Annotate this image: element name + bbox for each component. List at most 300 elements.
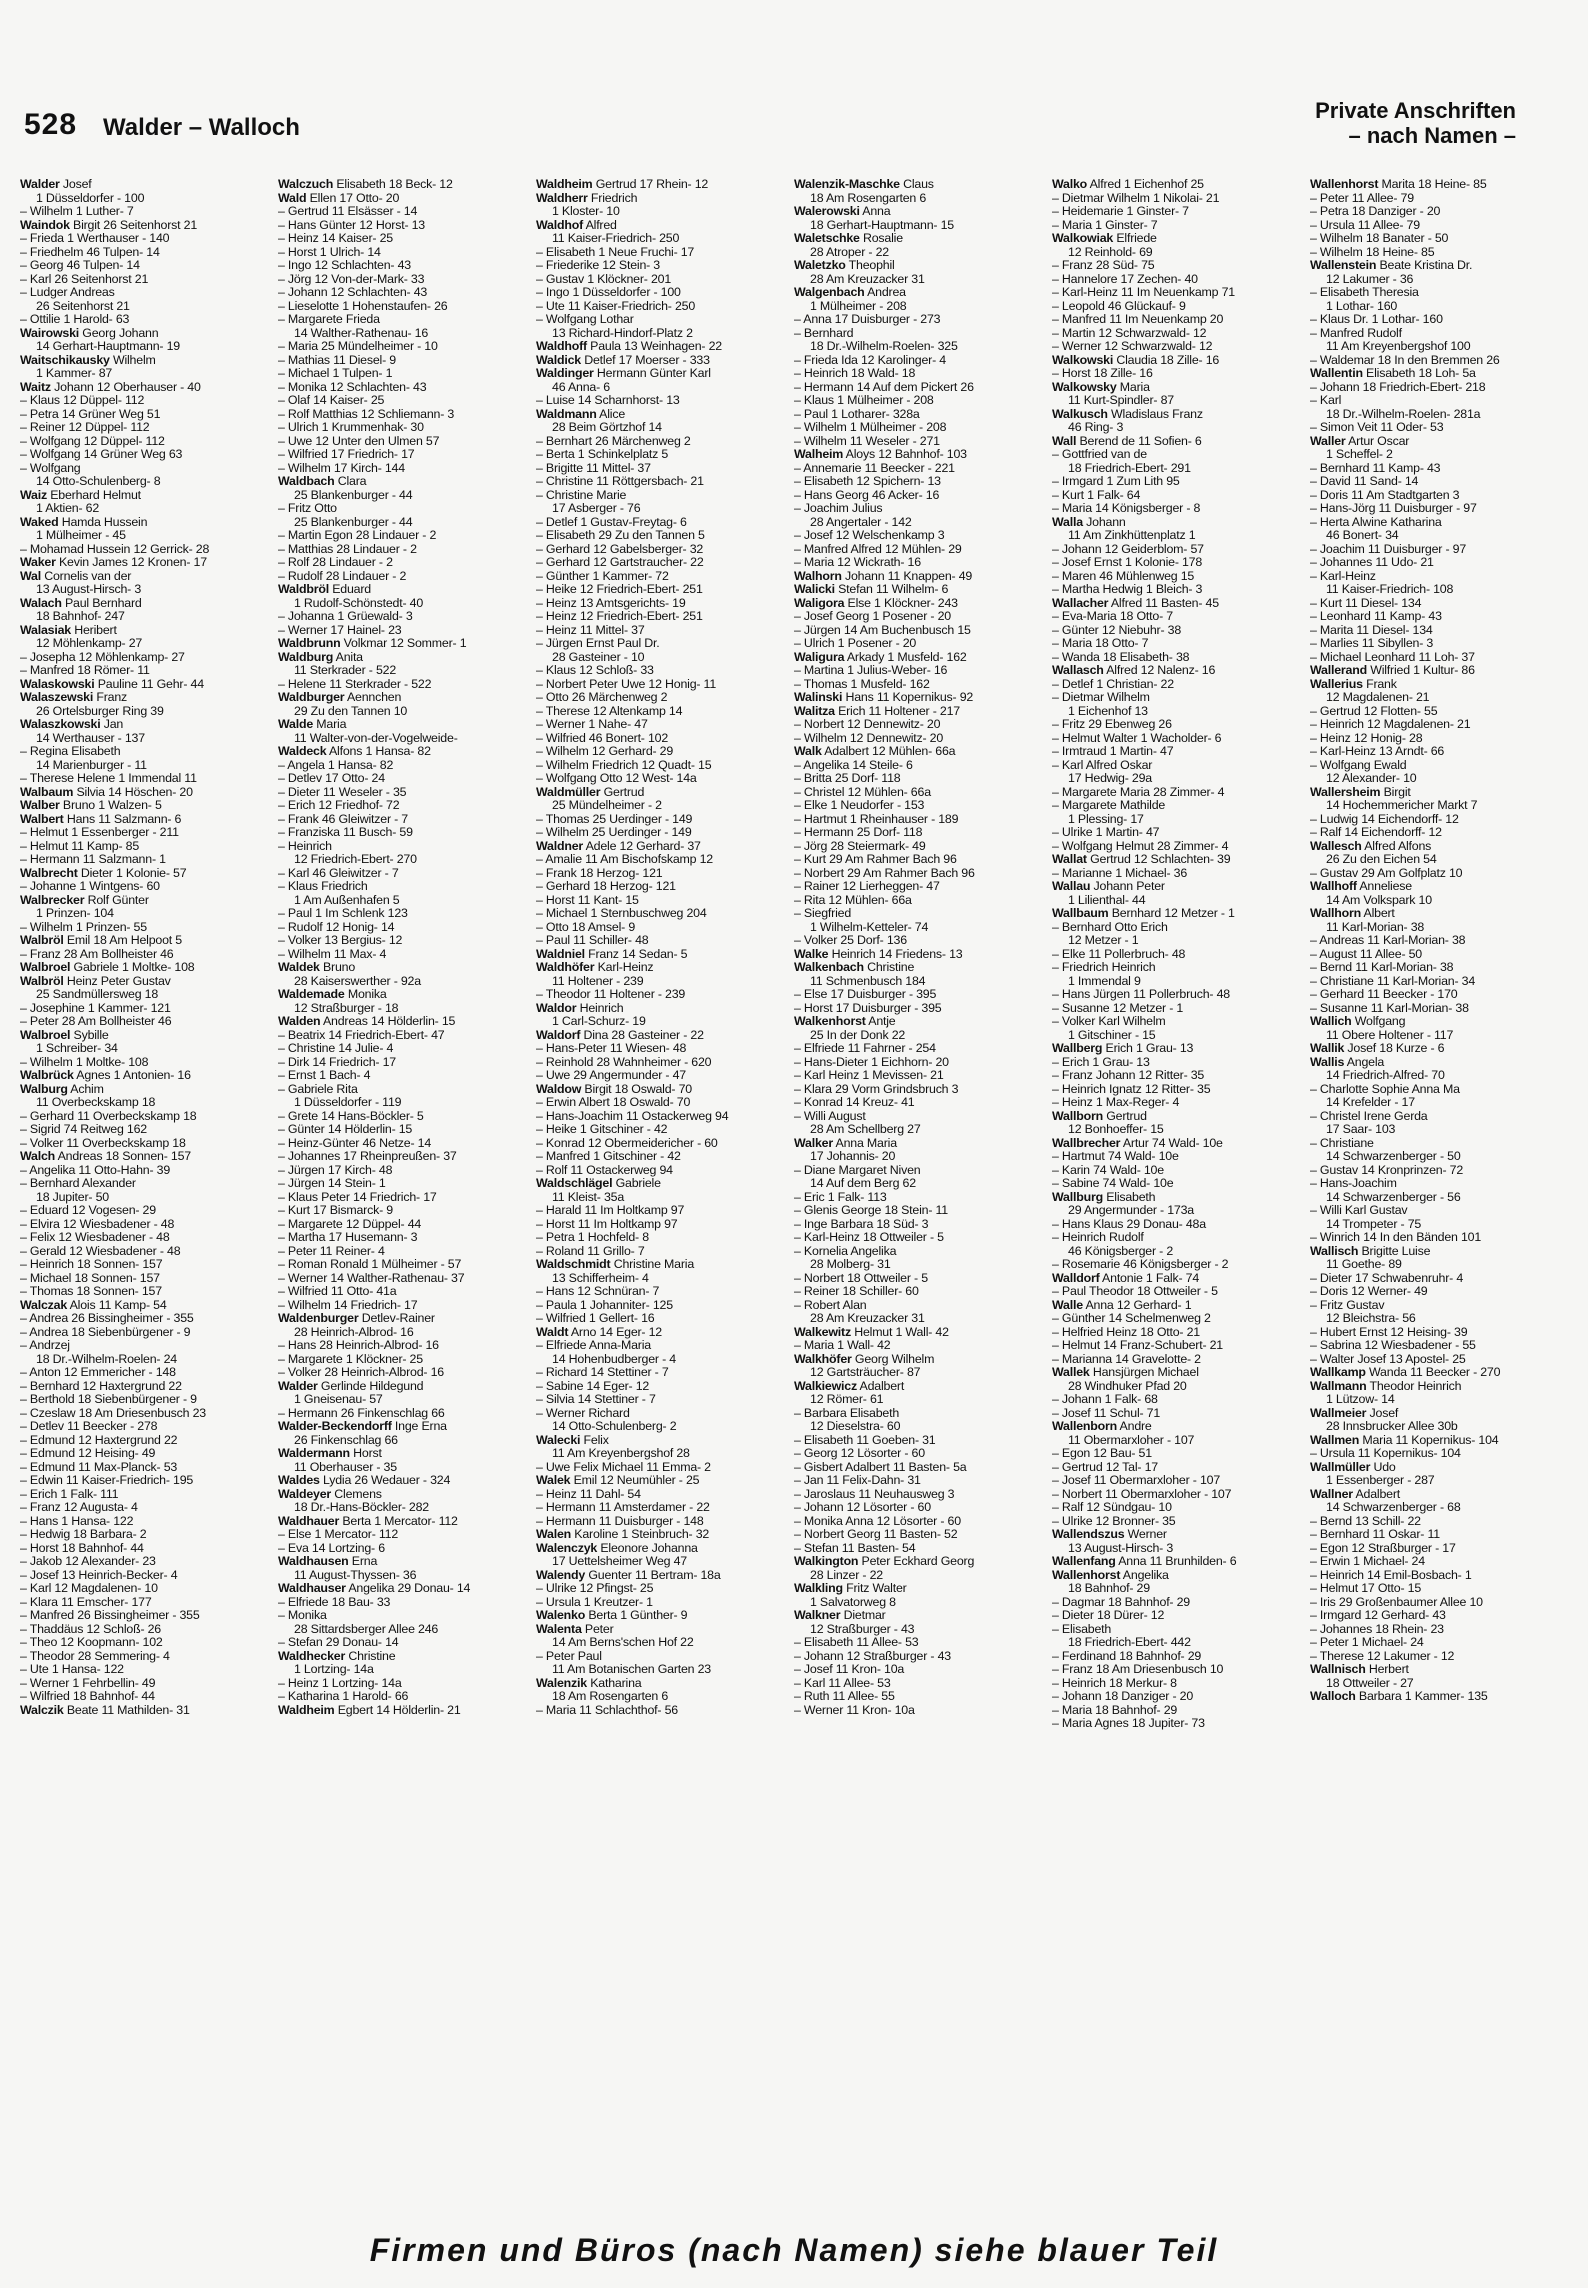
entry-surname: Walgenbach bbox=[794, 286, 865, 299]
directory-entry bbox=[278, 1137, 528, 1151]
entry-details: – Manfred 18 Römer- 11 bbox=[20, 664, 150, 677]
entry-details: – Uwe Felix Michael 11 Emma- 2 bbox=[536, 1460, 711, 1474]
entry-details: – Jürgen 14 Am Buchenbusch 15 bbox=[794, 623, 971, 637]
directory-entry bbox=[794, 1218, 1044, 1232]
directory-entry bbox=[1310, 1258, 1560, 1272]
directory-entry bbox=[20, 597, 270, 611]
directory-entry bbox=[20, 772, 270, 786]
entry-details: – Josef 12 Welschenkamp 3 bbox=[794, 529, 945, 542]
entry-details: – Johanne 1 Wintgens- 60 bbox=[20, 880, 160, 893]
directory-entry bbox=[1052, 583, 1302, 597]
entry-details: 28 Kaiserswerther - 92a bbox=[294, 974, 421, 988]
directory-entry bbox=[536, 259, 786, 273]
directory-entry bbox=[536, 1663, 786, 1677]
entry-details: – Norbert Georg 11 Basten- 52 bbox=[794, 1528, 958, 1541]
entry-details: Johann 11 Knappen- 49 bbox=[841, 569, 973, 583]
entry-surname: Waldeck bbox=[278, 745, 327, 758]
entry-details: 14 Gerhart-Hauptmann- 19 bbox=[36, 340, 180, 353]
entry-details: – Brigitte 11 Mittel- 37 bbox=[536, 461, 651, 475]
directory-entry bbox=[794, 637, 1044, 651]
entry-details: – Wolfgang Ewald bbox=[1310, 758, 1407, 772]
directory-entry bbox=[20, 1042, 270, 1056]
entry-details: – Paul Theodor 18 Ottweiler - 5 bbox=[1052, 1285, 1218, 1298]
entry-details: – Peter Paul bbox=[536, 1649, 602, 1663]
directory-entry bbox=[20, 394, 270, 408]
directory-entry bbox=[278, 786, 528, 800]
entry-details: – Charlotte Sophie Anna Ma bbox=[1310, 1082, 1460, 1096]
entry-surname: Wallbaum bbox=[1052, 907, 1109, 920]
entry-details: Karl-Heinz bbox=[594, 961, 654, 974]
directory-entry bbox=[20, 1690, 270, 1704]
entry-details: – Therese Helene 1 Immendal 11 bbox=[20, 772, 197, 785]
directory-entry bbox=[1052, 1677, 1302, 1691]
directory-entry bbox=[794, 313, 1044, 327]
page-header bbox=[0, 0, 1588, 170]
entry-details: 14 Otto-Schulenberg- 8 bbox=[36, 475, 161, 488]
directory-entry bbox=[1052, 705, 1302, 719]
entry-details: – Margarete Maria 28 Zimmer- 4 bbox=[1052, 785, 1225, 799]
entry-details: – Heinz 1 Max-Reger- 4 bbox=[1052, 1096, 1180, 1109]
entry-details: – Doris 12 Werner- 49 bbox=[1310, 1285, 1428, 1298]
directory-entry bbox=[278, 1029, 528, 1043]
directory-entry bbox=[20, 1407, 270, 1421]
directory-entry bbox=[794, 732, 1044, 746]
entry-surname: Wallesch bbox=[1310, 839, 1362, 853]
entry-surname: Wallmen bbox=[1310, 1433, 1360, 1447]
directory-entry bbox=[278, 1204, 528, 1218]
directory-entry bbox=[1310, 867, 1560, 881]
entry-details: Wolfgang bbox=[1351, 1015, 1406, 1028]
entry-details: Detlev-Rainer bbox=[358, 1312, 435, 1325]
directory-entry bbox=[1310, 1393, 1560, 1407]
directory-entry bbox=[20, 1015, 270, 1029]
entry-surname: Walbert bbox=[20, 812, 64, 826]
directory-entry bbox=[794, 934, 1044, 948]
entry-details: 26 Zu den Eichen 54 bbox=[1326, 853, 1437, 866]
entry-details: – Erich 1 Grau- 13 bbox=[1052, 1055, 1150, 1069]
directory-entry bbox=[278, 1164, 528, 1178]
entry-details: 28 Gasteiner - 10 bbox=[552, 650, 645, 664]
directory-entry bbox=[20, 786, 270, 800]
directory-entry bbox=[1310, 637, 1560, 651]
directory-entry bbox=[278, 1569, 528, 1583]
entry-details: 14 Schwarzenberger - 68 bbox=[1326, 1501, 1461, 1514]
entry-details: – Elisabeth 29 Zu den Tannen 5 bbox=[536, 529, 705, 542]
directory-entry bbox=[536, 273, 786, 287]
directory-entry bbox=[1052, 381, 1302, 395]
entry-surname: Wallenhorst bbox=[1310, 178, 1379, 191]
directory-entry bbox=[536, 1636, 786, 1650]
directory-entry bbox=[20, 1218, 270, 1232]
entry-surname: Waldek bbox=[278, 961, 320, 974]
entry-details: – Gabriele Rita bbox=[278, 1082, 358, 1096]
entry-details: – Karl 11 Allee- 53 bbox=[794, 1676, 891, 1690]
directory-entry bbox=[278, 894, 528, 908]
directory-entry bbox=[536, 1366, 786, 1380]
entry-details: – Elisabeth bbox=[1052, 1622, 1112, 1636]
directory-entry bbox=[1310, 259, 1560, 273]
entry-details: – Heinz 1 Lortzing- 14a bbox=[278, 1676, 402, 1690]
entry-details: 28 Am Kreuzacker 31 bbox=[810, 272, 925, 286]
directory-entry bbox=[1052, 448, 1302, 462]
entry-details: – Marianna 14 Gravelotte- 2 bbox=[1052, 1352, 1201, 1366]
entry-details: – Jakob 12 Alexander- 23 bbox=[20, 1555, 156, 1568]
directory-entry bbox=[20, 624, 270, 638]
directory-entry bbox=[1052, 1636, 1302, 1650]
directory-entry bbox=[1052, 1623, 1302, 1637]
directory-entry bbox=[1310, 651, 1560, 665]
entry-details: Hamda Hussein bbox=[58, 515, 148, 529]
entry-details: 11 Kurt-Spindler- 87 bbox=[1068, 394, 1174, 407]
directory-entry bbox=[1310, 1339, 1560, 1353]
directory-entry bbox=[278, 381, 528, 395]
directory-entry bbox=[1310, 1056, 1560, 1070]
entry-surname: Waldniel bbox=[536, 947, 585, 961]
directory-entry bbox=[1052, 1420, 1302, 1434]
entry-details: – Franz 28 Süd- 75 bbox=[1052, 259, 1155, 272]
directory-entry bbox=[1052, 259, 1302, 273]
entry-details: Adalbert bbox=[1352, 1487, 1401, 1501]
entry-details: – Norbert 12 Dennewitz- 20 bbox=[794, 718, 941, 731]
entry-details: – Iris 29 Großenbaumer Allee 10 bbox=[1310, 1595, 1483, 1609]
directory-entry bbox=[278, 232, 528, 246]
entry-details: 1 Immendal 9 bbox=[1068, 974, 1141, 988]
directory-entry bbox=[794, 300, 1044, 314]
entry-surname: Waitz bbox=[20, 380, 51, 394]
directory-entry bbox=[794, 1056, 1044, 1070]
entry-details: Arno 14 Eger- 12 bbox=[568, 1325, 662, 1339]
entry-details: – Ruth 11 Allee- 55 bbox=[794, 1690, 895, 1703]
entry-details: – Reinhold 28 Wahnheimer - 620 bbox=[536, 1055, 712, 1069]
entry-details: – Werner 11 Kron- 10a bbox=[794, 1703, 915, 1717]
directory-entry bbox=[794, 489, 1044, 503]
entry-details: – Johann 12 Schlachten- 43 bbox=[278, 286, 428, 299]
entry-details: 1 Eichenhof 13 bbox=[1068, 704, 1148, 718]
entry-surname: Walkowiak bbox=[1052, 232, 1114, 245]
entry-details: – Günther 1 Kammer- 72 bbox=[536, 569, 669, 583]
entry-details: – Kurt 29 Am Rahmer Bach 96 bbox=[794, 853, 957, 866]
directory-entry bbox=[20, 340, 270, 354]
entry-details: 11 Obere Holtener - 117 bbox=[1326, 1028, 1454, 1042]
directory-entry bbox=[20, 1677, 270, 1691]
directory-entry bbox=[278, 421, 528, 435]
entry-details: 1 Salvatorweg 8 bbox=[810, 1595, 896, 1609]
directory-entry bbox=[1052, 1218, 1302, 1232]
directory-entry bbox=[536, 340, 786, 354]
entry-details: Hansjürgen Michael bbox=[1089, 1366, 1199, 1379]
directory-entry bbox=[1310, 1150, 1560, 1164]
directory-entry bbox=[536, 1596, 786, 1610]
entry-details: Adalbert 12 Mühlen- 66a bbox=[821, 745, 956, 758]
entry-details: Wladislaus Franz bbox=[1107, 407, 1203, 421]
entry-details: – Katharina 1 Harold- 66 bbox=[278, 1690, 409, 1703]
directory-entry bbox=[20, 1204, 270, 1218]
directory-entry bbox=[794, 678, 1044, 692]
entry-surname: Waldenburger bbox=[278, 1312, 359, 1325]
directory-entry bbox=[794, 1245, 1044, 1259]
directory-entry bbox=[536, 894, 786, 908]
directory-entry bbox=[278, 1420, 528, 1434]
directory-entry bbox=[536, 462, 786, 476]
entry-surname: Wallentin bbox=[1310, 367, 1363, 380]
entry-surname: Walder-Beckendorff bbox=[278, 1420, 392, 1433]
directory-entry bbox=[536, 394, 786, 408]
entry-details: – Joachim Julius bbox=[794, 502, 883, 515]
entry-surname: Walczik bbox=[20, 1703, 64, 1717]
directory-entry bbox=[1052, 1299, 1302, 1313]
entry-surname: Walaszkowski bbox=[20, 718, 101, 731]
entry-details: – Gertrud 12 Tal- 17 bbox=[1052, 1460, 1158, 1474]
entry-details: – Heinz 11 Dahl- 54 bbox=[536, 1487, 641, 1501]
directory-entry bbox=[1310, 786, 1560, 800]
entry-details: Heinrich bbox=[576, 1001, 624, 1015]
directory-entry bbox=[536, 840, 786, 854]
entry-surname: Walbaum bbox=[20, 785, 74, 799]
entry-surname: Wallhorn bbox=[1310, 907, 1361, 920]
directory-entry bbox=[1310, 1434, 1560, 1448]
entry-details: Gertrud 12 Schlachten- 39 bbox=[1086, 853, 1231, 866]
directory-column bbox=[1310, 178, 1560, 2178]
directory-entry bbox=[794, 408, 1044, 422]
directory-entry bbox=[1310, 610, 1560, 624]
directory-entry bbox=[20, 516, 270, 530]
directory-entry bbox=[794, 1083, 1044, 1097]
entry-details: – Franz 18 Am Driesenbusch 10 bbox=[1052, 1663, 1224, 1676]
directory-entry bbox=[278, 921, 528, 935]
directory-entry bbox=[536, 1407, 786, 1421]
entry-details: – Volker Karl Wilhelm bbox=[1052, 1015, 1166, 1028]
entry-details: – Angelika 11 Otto-Hahn- 39 bbox=[20, 1163, 171, 1177]
directory-entry bbox=[278, 435, 528, 449]
entry-details: – Helmut 14 Franz-Schubert- 21 bbox=[1052, 1339, 1223, 1352]
directory-entry bbox=[794, 259, 1044, 273]
directory-entry bbox=[794, 1569, 1044, 1583]
directory-entry bbox=[278, 1542, 528, 1556]
directory-entry bbox=[278, 853, 528, 867]
entry-surname: Walenzik-Maschke bbox=[794, 178, 900, 191]
entry-details: Paul Bernhard bbox=[61, 596, 142, 610]
directory-entry bbox=[1052, 232, 1302, 246]
entry-details: Angela bbox=[1344, 1055, 1385, 1069]
entry-details: Gabriele 1 Moltke- 108 bbox=[70, 961, 195, 974]
entry-details: – Johann 1 Falk- 68 bbox=[1052, 1393, 1158, 1406]
entry-details: Alfred 11 Basten- 45 bbox=[1108, 596, 1219, 610]
directory-entry bbox=[278, 597, 528, 611]
directory-entry bbox=[1310, 988, 1560, 1002]
directory-entry bbox=[1310, 1110, 1560, 1124]
directory-entry bbox=[794, 367, 1044, 381]
entry-details: Monika bbox=[344, 988, 387, 1001]
directory-entry bbox=[536, 502, 786, 516]
directory-entry bbox=[1310, 1083, 1560, 1097]
directory-entry bbox=[794, 543, 1044, 557]
entry-details: Beate 11 Mathilden- 31 bbox=[63, 1703, 190, 1717]
entry-details: – Manfred Alfred 12 Mühlen- 29 bbox=[794, 542, 962, 556]
directory-entry bbox=[1310, 1002, 1560, 1016]
directory-entry bbox=[1310, 1528, 1560, 1542]
entry-details: – Heidemarie 1 Ginster- 7 bbox=[1052, 205, 1189, 218]
entry-details: Bernhard 12 Metzer - 1 bbox=[1108, 907, 1235, 920]
directory-entry bbox=[1310, 840, 1560, 854]
directory-entry bbox=[278, 475, 528, 489]
directory-entry bbox=[794, 880, 1044, 894]
entry-details: – Karl Heinz 1 Mevissen- 21 bbox=[794, 1069, 944, 1082]
entry-details: – Elisabeth Theresia bbox=[1310, 286, 1419, 299]
entry-details: – Angela 1 Hansa- 82 bbox=[278, 758, 394, 772]
directory-entry bbox=[794, 1069, 1044, 1083]
entry-details: – Christiane bbox=[1310, 1136, 1374, 1150]
directory-entry bbox=[536, 786, 786, 800]
directory-entry bbox=[794, 799, 1044, 813]
entry-details: – Irmgard 12 Gerhard- 43 bbox=[1310, 1609, 1446, 1622]
directory-entry bbox=[278, 975, 528, 989]
directory-entry bbox=[536, 988, 786, 1002]
entry-details: 14 Walther-Rathenau- 16 bbox=[294, 326, 429, 340]
entry-details: – Matthias 28 Lindauer - 2 bbox=[278, 542, 417, 556]
directory-entry bbox=[1052, 1447, 1302, 1461]
entry-details: Katharina bbox=[586, 1676, 642, 1690]
entry-surname: Walinski bbox=[794, 691, 843, 704]
directory-entry bbox=[1052, 1501, 1302, 1515]
entry-surname: Wallbrecher bbox=[1052, 1136, 1121, 1150]
directory-entry bbox=[20, 1623, 270, 1637]
directory-entry bbox=[278, 556, 528, 570]
directory-entry bbox=[1052, 1569, 1302, 1583]
directory-entry bbox=[278, 502, 528, 516]
directory-entry bbox=[20, 637, 270, 651]
entry-details: 1 Mülheimer - 208 bbox=[810, 299, 907, 313]
directory-entry bbox=[1052, 772, 1302, 786]
entry-details: – Sigrid 74 Reitweg 162 bbox=[20, 1123, 147, 1136]
entry-details: Georg Wilhelm bbox=[851, 1352, 935, 1366]
entry-details: 11 Kaiser-Friedrich- 108 bbox=[1326, 583, 1454, 596]
entry-details: 18 Bahnhof- 247 bbox=[36, 610, 125, 623]
directory-entry bbox=[20, 1366, 270, 1380]
directory-entry bbox=[20, 1461, 270, 1475]
directory-entry bbox=[1052, 961, 1302, 975]
directory-entry bbox=[1052, 273, 1302, 287]
entry-surname: Waldhecker bbox=[278, 1649, 346, 1663]
entry-surname: Walke bbox=[794, 947, 829, 961]
entry-details: Rosalie bbox=[859, 232, 903, 245]
entry-details: Franz 14 Sedan- 5 bbox=[584, 947, 688, 961]
section-title-line2: – nach Namen – bbox=[1348, 123, 1516, 148]
directory-entry bbox=[20, 664, 270, 678]
entry-surname: Waldes bbox=[278, 1474, 320, 1487]
entry-details: Guenter 11 Bertram- 18a bbox=[585, 1568, 721, 1582]
entry-details: – Ludger Andreas bbox=[20, 286, 115, 299]
entry-details: – Heinrich Rudolf bbox=[1052, 1231, 1144, 1244]
entry-details: – Manfred 1 Gitschiner - 42 bbox=[536, 1150, 681, 1163]
entry-details: Andrea bbox=[864, 286, 906, 299]
entry-details: 18 Friedrich-Ebert- 442 bbox=[1068, 1636, 1191, 1649]
entry-details: – Maria 1 Wall- 42 bbox=[794, 1339, 891, 1352]
directory-entry bbox=[536, 327, 786, 341]
entry-details: 29 Zu den Tannen 10 bbox=[294, 704, 408, 718]
directory-entry bbox=[1052, 1461, 1302, 1475]
directory-entry bbox=[536, 448, 786, 462]
directory-entry bbox=[794, 1474, 1044, 1488]
directory-entry bbox=[1052, 313, 1302, 327]
entry-details: Arkady 1 Musfeld- 162 bbox=[844, 650, 967, 664]
entry-details: – Wilhelm 1 Moltke- 108 bbox=[20, 1055, 149, 1069]
directory-entry bbox=[1052, 529, 1302, 543]
entry-details: Dieter 1 Kolonie- 57 bbox=[77, 866, 187, 880]
entry-details: Maria 11 Kopernikus- 104 bbox=[1359, 1433, 1499, 1447]
entry-details: Emil 12 Neumühler - 25 bbox=[570, 1474, 700, 1487]
entry-details: – Paul 1 Im Schlenk 123 bbox=[278, 907, 408, 920]
entry-details: – Berthold 18 Siebenbürgener - 9 bbox=[20, 1393, 197, 1406]
directory-entry bbox=[536, 1204, 786, 1218]
entry-details: – Karl Alfred Oskar bbox=[1052, 758, 1153, 772]
entry-details: – Andrzej bbox=[20, 1339, 70, 1352]
directory-column bbox=[278, 178, 528, 2178]
directory-entry bbox=[794, 556, 1044, 570]
entry-details: – Maren 46 Mühlenweg 15 bbox=[1052, 569, 1195, 583]
directory-entry bbox=[536, 408, 786, 422]
directory-entry bbox=[20, 246, 270, 260]
entry-details: Josef bbox=[59, 178, 92, 191]
entry-details: – Dirk 14 Friedrich- 17 bbox=[278, 1055, 396, 1069]
entry-details: 14 Werthauser - 137 bbox=[36, 731, 145, 745]
entry-details: – Annemarie 11 Beecker - 221 bbox=[794, 461, 955, 475]
section-title bbox=[1315, 98, 1516, 148]
directory-entry bbox=[1310, 246, 1560, 260]
directory-entry bbox=[794, 772, 1044, 786]
entry-surname: Waldschlägel bbox=[536, 1177, 613, 1190]
directory-entry bbox=[536, 1218, 786, 1232]
entry-details: – Ernst 1 Bach- 4 bbox=[278, 1069, 371, 1082]
directory-entry bbox=[794, 813, 1044, 827]
entry-details: 1 Düsseldorfer - 119 bbox=[294, 1096, 402, 1109]
directory-entry bbox=[20, 1096, 270, 1110]
entry-details: Gertrud bbox=[600, 785, 645, 799]
directory-entry bbox=[278, 1515, 528, 1529]
directory-entry bbox=[20, 691, 270, 705]
directory-entry bbox=[278, 300, 528, 314]
directory-entry bbox=[278, 1663, 528, 1677]
directory-entry bbox=[278, 1326, 528, 1340]
directory-entry bbox=[1310, 1609, 1560, 1623]
entry-details: – Wanda 18 Elisabeth- 38 bbox=[1052, 650, 1190, 664]
entry-details: Birgit 26 Seitenhorst 21 bbox=[69, 218, 198, 232]
entry-details: – Frieda Ida 12 Karolinger- 4 bbox=[794, 353, 946, 367]
entry-surname: Waldhof bbox=[536, 218, 584, 232]
entry-details: – Barbara Elisabeth bbox=[794, 1406, 900, 1420]
directory-entry bbox=[536, 759, 786, 773]
directory-entry bbox=[536, 1002, 786, 1016]
entry-details: Rolf Günter bbox=[84, 893, 149, 907]
directory-columns bbox=[20, 178, 1560, 2178]
entry-details: Heinrich 14 Friedens- 13 bbox=[828, 947, 963, 961]
entry-details: – Gisbert Adalbert 11 Basten- 5a bbox=[794, 1460, 967, 1474]
entry-details: 18 Gerhart-Hauptmann- 15 bbox=[810, 218, 954, 232]
directory-entry bbox=[20, 543, 270, 557]
entry-surname: Walle bbox=[1052, 1298, 1083, 1312]
directory-entry bbox=[1310, 1488, 1560, 1502]
directory-entry bbox=[794, 462, 1044, 476]
directory-entry bbox=[794, 1407, 1044, 1421]
directory-entry bbox=[1310, 502, 1560, 516]
entry-details: – Ulrich 1 Krummenhak- 30 bbox=[278, 421, 424, 434]
entry-details: – Gerhard 12 Gartstraucher- 22 bbox=[536, 556, 704, 569]
directory-entry bbox=[536, 1150, 786, 1164]
entry-details: – Ulrike 12 Pfingst- 25 bbox=[536, 1582, 654, 1595]
entry-details: Anna 11 Brunhilden- 6 bbox=[1115, 1555, 1237, 1568]
directory-entry bbox=[794, 246, 1044, 260]
directory-entry bbox=[1052, 570, 1302, 584]
entry-details: – Bernhard 12 Haxtergrund 22 bbox=[20, 1379, 182, 1393]
